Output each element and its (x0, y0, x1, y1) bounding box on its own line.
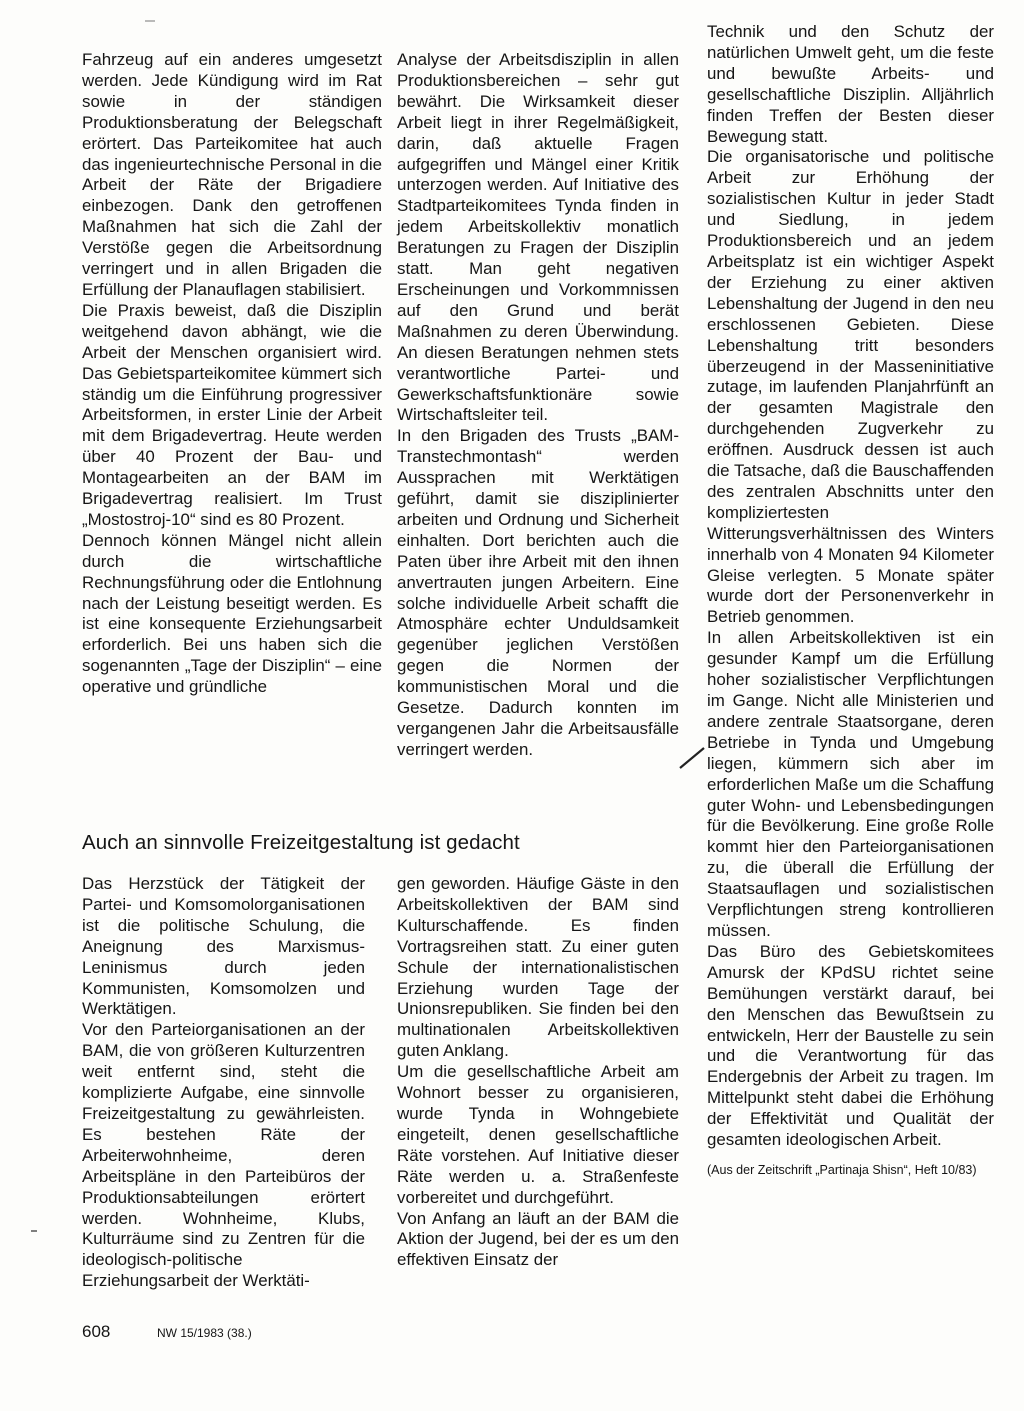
paragraph: Technik und den Schutz der natürlichen Umwelt geht, um die feste und bewußte Arbeits- und gesellschaftliche Disziplin. Alljährlich finden Treffen der Besten dieser Bewegung statt. (707, 22, 994, 146)
paragraph: Von Anfang an läuft an der BAM die Aktion der Jugend, bei der es um den effektiven Einsatz der (397, 1208, 679, 1270)
paragraph: Analyse der Arbeitsdisziplin in allen Produktionsbereichen – sehr gut bewährt. Die Wirksamkeit dieser Arbeit liegt in ihrer Regelmäßigkeit, darin, daß aktuelle Fragen aufgegriffen und Mängel einer Kritik unterzogen werden. Auf Initiative des Stadtparteikomitees Tynda finden in jedem Arbeitskollektiv monatlich Beratungen zu Fragen der Disziplin statt. Man geht negativen Erscheinungen und Vorkommnissen auf den Grund und berät Maßnahmen zu deren Überwindung. An diesen Beratungen nehmen stets verantwortliche Partei- und Gewerkschaftsfunktionäre sowie Wirtschaftsleiter teil. (397, 50, 679, 425)
paragraph: In allen Arbeitskollektiven ist ein gesunder Kampf um die Erfüllung hoher sozialistischer Verpflichtungen im Gange. Nicht alle Ministerien und andere zentrale Staatsorgane, deren Betriebe in Tynda und Umgebung liegen, kümmern sich aber im erforderlichen Maße um die Schaffung guter Wohn- und Lebensbedingungen für die Bevölkerung. Eine große Rolle kommt hier den Parteiorganisationen zu, die überall die Erfüllung der Staatsauflagen und sozialistischen Verpflichtungen streng kontrollieren müssen. (707, 628, 994, 940)
paragraph: Das Büro des Gebietskomitees Amursk der KPdSU richtet seine Bemühungen verstärkt darauf, bei den Menschen das Bewußtsein zu entwickeln, Herr der Baustelle zu sein und die Verantwortung für das Endergebnis der Arbeit zu tragen. Im Mittelpunkt steht dabei die Erhöhung der Effektivität und Qualität der gesamten ideologischen Arbeit. (707, 941, 994, 1150)
scan-speck (30, 1228, 38, 1234)
paragraph: In den Brigaden des Trusts „BAM-Transtechmontash“ werden Aussprachen mit Werktätigen geführt, damit sie disziplinierter arbeiten und Ordnung und Sicherheit einhalten. Dort berichten auch die Paten über ihre Arbeit mit den ihnen anvertrauten jungen Arbeitern. Eine solche individuelle Arbeit schafft die Atmosphäre echter Unduldsamkeit gegenüber jeglichen Verstößen gegen die Normen der kommunistischen Moral und die Gesetze. Dadurch konnten im vergangenen Jahr die Arbeitsausfälle verringert werden. (397, 426, 679, 759)
paragraph: Die organisatorische und politische Arbeit zur Erhöhung der sozialistischen Kultur in jeder Stadt und Siedlung, in jedem Produktionsbereich und an jedem Arbeitsplatz ist ein wichtiger Aspekt der Erziehung zu einer aktiven Lebenshaltung der Jugend in den neu erschlossenen Gebieten. Diese Lebenshaltung tritt besonders überzeugend in der Masseninitiative zutage, im laufenden Planjahrfünft an der gesamten Magistrale den durchgehenden Zugverkehr zu eröffnen. Ausdruck dessen ist auch die Tatsache, daß die Bauschaffenden des zentralen Abschnitts unter den kompliziertesten Witterungsverhältnissen des Winters innerhalb von 4 Monaten 94 Kilometer Gleise verlegten. 5 Monate später wurde dort der Personenverkehr in Betrieb genommen. (707, 147, 994, 627)
text-column-5 (397, 874, 679, 1271)
issue-label: NW 15/1983 (38.) (157, 1326, 252, 1340)
page-number: 608 (82, 1322, 111, 1341)
margin-pen-mark (678, 742, 708, 772)
text-column-4 (82, 874, 365, 1292)
source-citation: (Aus der Zeitschrift „Partinaja Shisn“, Heft 10/83) (707, 1162, 977, 1177)
paragraph: Vor den Parteiorganisationen an der BAM, die von größeren Kulturzentren weit entfernt sind, steht die komplizierte Aufgabe, eine sinnvolle Freizeitgestaltung zu gewährleisten. Es bestehen Räte der Arbeiterwohnheime, deren Arbeitspläne in den Parteibüros der Produktionsabteilungen erörtert werden. Wohnheime, Klubs, Kulturräume sind zu Zentren für die ideologisch-politische Erziehungsarbeit der Werktäti- (82, 1020, 365, 1291)
text-column-3 (707, 22, 994, 1178)
paragraph: Die Praxis beweist, daß die Disziplin weitgehend davon abhängt, wie die Arbeit der Menschen organisiert wird. Das Gebietsparteikomitee kümmert sich ständig um die Einführung progressiver Arbeitsformen, in erster Linie der Arbeit mit dem Brigadevertrag. Heute werden über 40 Prozent der Bau- und Montagearbeiten an der BAM im Brigadevertrag realisiert. Im Trust „Mostostroj-10“ sind es 80 Prozent. (82, 300, 382, 529)
paragraph: Das Herzstück der Tätigkeit der Partei- und Komsomolorganisationen ist die politische Schulung, die Aneignung des Marxismus-Leninismus durch jeden Kommunisten, Komsomolzen und Werktätigen. (82, 874, 365, 1019)
text-column-2 (397, 50, 679, 761)
scan-speck (144, 18, 156, 24)
paragraph: Um die gesellschaftliche Arbeit am Wohnort besser zu organisieren, wurde Tynda in Wohngebiete eingeteilt, denen gesellschaftliche Räte vorstehen. Auf Initiative dieser Räte werden u. a. Straßenfeste vorbereitet und durchgeführt. (397, 1062, 679, 1207)
paragraph: Dennoch können Mängel nicht allein durch die wirtschaftliche Rechnungsführung oder die Entlohnung nach der Leistung beseitigt werden. Es ist eine konsequente Erziehungsarbeit erforderlich. Bei uns haben sich die sogenannten „Tage der Disziplin“ – eine operative und gründliche (82, 530, 382, 697)
text-column-1 (82, 50, 382, 698)
paragraph: Fahrzeug auf ein anderes umgesetzt werden. Jede Kündigung wird im Rat sowie in der ständigen Produktionsberatung der Belegschaft erörtert. Das Parteikomitee hat auch das ingenieurtechnische Personal in die Arbeit der Räte der Brigadiere einbezogen. Dank den getroffenen Maßnahmen hat sich die Zahl der Verstöße gegen die Arbeitsordnung verringert und in allen Brigaden die Erfüllung der Planauflagen stabilisiert. (82, 50, 382, 299)
paragraph: gen geworden. Häufige Gäste in den Arbeitskollektiven der BAM sind Kulturschaffende. Es finden Vortragsreihen statt. Zu einer guten Schule der internationalistischen Erziehung wurden Tage der Unionsrepubliken. Sie finden bei den multinationalen Arbeitskollektiven guten Anklang. (397, 874, 679, 1061)
section-heading: Auch an sinnvolle Freizeitgestaltung ist gedacht (82, 831, 520, 854)
